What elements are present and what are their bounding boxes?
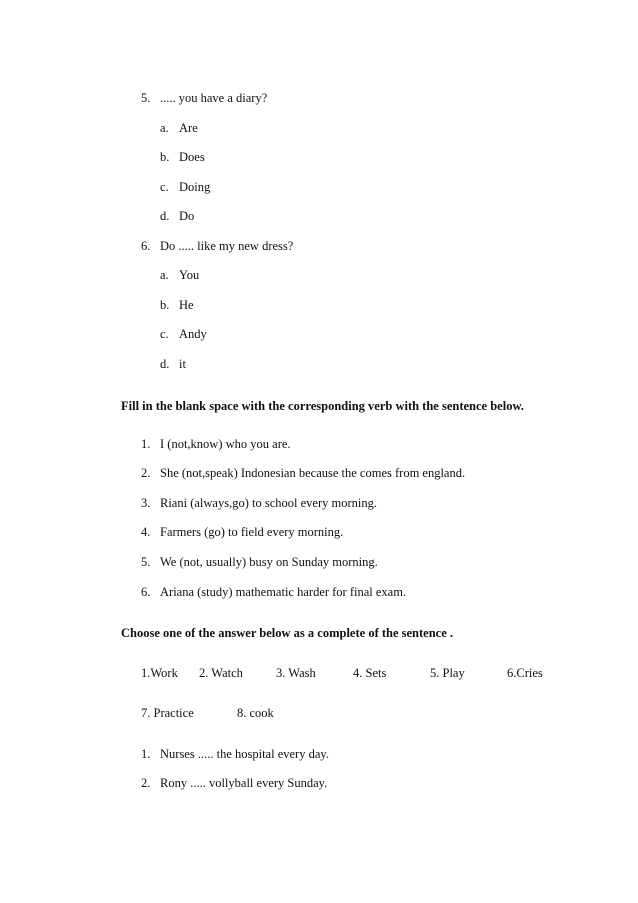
option-letter: a. xyxy=(160,121,169,135)
option-text: Do xyxy=(179,209,195,223)
word-bank-item: 5. Play xyxy=(430,666,465,680)
item-number: 1. xyxy=(141,437,151,451)
option-letter: b. xyxy=(160,298,170,312)
item-text: I (not,know) who you are. xyxy=(160,437,291,451)
question-number: 6. xyxy=(141,239,151,253)
option-text: You xyxy=(179,268,200,282)
option-text: Does xyxy=(179,150,205,164)
item-number: 2. xyxy=(141,466,151,480)
question-text: ..... you have a diary? xyxy=(160,91,268,105)
word-bank-item: 2. Watch xyxy=(199,666,243,680)
item-text: Rony ..... vollyball every Sunday. xyxy=(160,776,328,790)
word-bank-item: 4. Sets xyxy=(353,666,387,680)
question-number: 5. xyxy=(141,91,151,105)
option-letter: c. xyxy=(160,180,169,194)
item-number: 5. xyxy=(141,555,151,569)
option-text: Andy xyxy=(179,327,207,341)
word-bank-item: 3. Wash xyxy=(276,666,316,680)
section-heading: Choose one of the answer below as a complete of the sentence . xyxy=(121,626,454,640)
word-bank-item: 8. cook xyxy=(237,706,274,720)
option-letter: d. xyxy=(160,209,170,223)
item-text: Nurses ..... the hospital every day. xyxy=(160,747,329,761)
item-text: We (not, usually) busy on Sunday morning. xyxy=(160,555,378,569)
item-number: 1. xyxy=(141,747,151,761)
option-letter: b. xyxy=(160,150,170,164)
item-number: 3. xyxy=(141,496,151,510)
question-text: Do ..... like my new dress? xyxy=(160,239,294,253)
option-letter: d. xyxy=(160,357,170,371)
item-number: 6. xyxy=(141,585,151,599)
option-text: Are xyxy=(179,121,198,135)
item-text: She (not,speak) Indonesian because the comes from england. xyxy=(160,466,466,480)
word-bank-item: 6.Cries xyxy=(507,666,543,680)
word-bank-item: 7. Practice xyxy=(141,706,194,720)
option-text: it xyxy=(179,357,186,371)
item-text: Farmers (go) to field every morning. xyxy=(160,525,344,539)
option-letter: c. xyxy=(160,327,169,341)
option-text: He xyxy=(179,298,194,312)
word-bank-item: 1.Work xyxy=(141,666,178,680)
option-text: Doing xyxy=(179,180,211,194)
item-text: Riani (always,go) to school every morning. xyxy=(160,496,377,510)
item-number: 2. xyxy=(141,776,151,790)
item-text: Ariana (study) mathematic harder for final exam. xyxy=(160,585,407,599)
section-heading: Fill in the blank space with the corresponding verb with the sentence below. xyxy=(121,399,524,413)
option-letter: a. xyxy=(160,268,169,282)
item-number: 4. xyxy=(141,525,151,539)
